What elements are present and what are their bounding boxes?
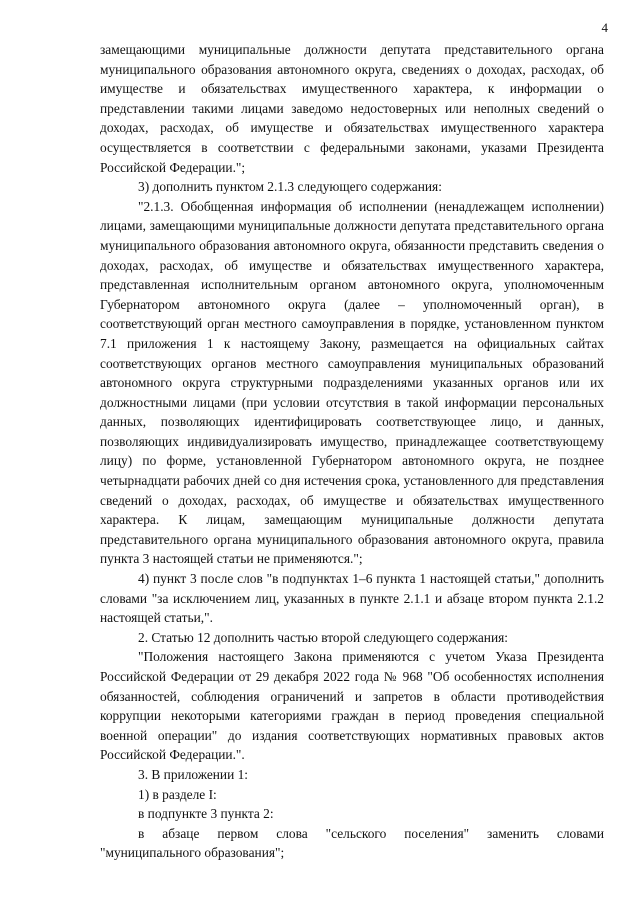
paragraph-continuation: замещающими муниципальные должности депутата представительного органа муниципального образования автономного округа, сведениях о доходах, расходах, об имуществе и обязательствах имущественного характера, к информации о представлении такими лицами заведомо недостоверных или неполных сведений о доходах, расходах, об имуществе и обязательствах имущественного характера осуществляется в соответствии с федеральными законами, указами Президента Российской Федерации."; bbox=[100, 42, 604, 175]
paragraph-subitem-3: в подпункте 3 пункта 2: bbox=[138, 806, 274, 822]
paragraph-section-1: 1) в разделе I: bbox=[138, 786, 217, 802]
paragraph-appendix-1: 3. В приложении 1: bbox=[138, 766, 249, 782]
page-number: 4 bbox=[601, 20, 608, 35]
paragraph-clause-2-1-3: "2.1.3. Обобщенная информация об исполнении (ненадлежащем исполнении) лицами, замещающими муниципальные должности депутата представительного органа муниципального образования автономного округа, обязанности представить сведения о доходах, расходах, об имуществе и обязательствах имущественного характера, представленная исполнительным органом автономного округа, уполномоченным Губернатором автономного округа (далее – уполномоченный орган), в соответствующий орган местного самоуправления в порядке, установленном пунктом 7.1 приложения 1 к настоящему Закону, размещается на официальных сайтах соответствующих органов местного самоуправления муниципальных образований автономного округа структурными подразделениями указанных органов или их должностными лицами (при условии отсутствия в такой информации персональных данных, позволяющих идентифицировать соответствующее лицо, и данных, позволяющих индивидуализировать имущество, принадлежащее соответствующему лицу) по форме, установленной Губернатором автономного округа, не позднее четырнадцати рабочих дней со дня истечения срока, установленного для представления сведений о доходах, расходах, об имуществе и обязательствах имущественного характера. К лицам, замещающим муниципальные должности депутата представительного органа муниципального образования автономного округа, правила пункта 3 настоящей статьи не применяются."; bbox=[100, 198, 604, 567]
paragraph-item-4: 4) пункт 3 после слов "в подпунктах 1–6 пункта 1 настоящей статьи," дополнить словами "за исключением лиц, указанных в пункте 2.1.1 и абзаце втором пункта 2.1.2 настоящей статьи,". bbox=[100, 571, 604, 626]
document-body bbox=[100, 40, 604, 863]
paragraph-article-12-text: "Положения настоящего Закона применяются с учетом Указа Президента Российской Федерации от 29 декабря 2022 года № 968 "Об особенностях исполнения обязанностей, соблюдения ограничений и запретов в области противодействия коррупции некоторыми категориями граждан в период проведения специальной военной операции" до издания соответствующих нормативных правовых актов Российской Федерации.". bbox=[100, 649, 604, 763]
paragraph-article-12: 2. Статью 12 дополнить частью второй следующего содержания: bbox=[138, 629, 508, 645]
paragraph-item-3: 3) дополнить пунктом 2.1.3 следующего содержания: bbox=[138, 179, 442, 195]
paragraph-first-abzac: в абзаце первом слова "сельского поселения" заменить словами "муниципального образования"; bbox=[100, 825, 604, 861]
